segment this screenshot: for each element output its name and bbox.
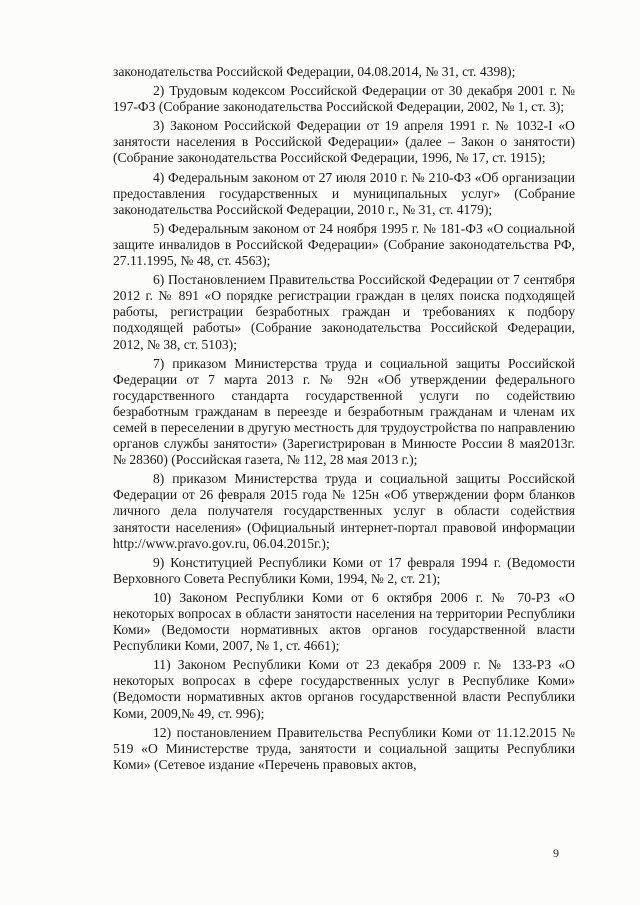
- paragraph-item-9: 9) Конституцией Республики Коми от 17 февраля 1994 г. (Ведомости Верховного Совета Республики Коми, 1994, № 2, ст. 21);: [113, 554, 575, 586]
- paragraph-item-5: 5) Федеральным законом от 24 ноября 1995 г. № 181-ФЗ «О социальной защите инвалидов в Российской Федерации» (Собрание законодательства РФ, 27.11.1995, № 48, ст. 4563);: [113, 220, 575, 269]
- paragraph-item-7: 7) приказом Министерства труда и социальной защиты Российской Федерации от 7 марта 2013 г. № 92н «Об утверждении федерального государственного стандарта государственной услуги по содействию безработным гражданам в переезде и безработным гражданам и членам их семей в переселении в другую местность для трудоустройства по направлению органов службы занятости» (Зарегистрирован в Минюсте России 8 мая2013г. № 28360) (Российская газета, № 112, 28 мая 2013 г.);: [113, 355, 575, 468]
- paragraph-item-6: 6) Постановлением Правительства Российской Федерации от 7 сентября 2012 г. № 891 «О порядке регистрации граждан в целях поиска подходящей работы, регистрации безработных граждан и требованиях к подбору подходящей работы» (Собрание законодательства Российской Федерации, 2012, № 38, ст. 5103);: [113, 272, 575, 352]
- page-number: 9: [553, 846, 559, 860]
- paragraph-item-12: 12) постановлением Правительства Республики Коми от 11.12.2015 № 519 «О Министерстве труда, занятости и социальной защиты Республики Коми» (Сетевое издание «Перечень правовых актов,: [113, 724, 575, 772]
- paragraph-item-10: 10) Законом Республики Коми от 6 октября 2006 г. № 70-РЗ «О некоторых вопросах в области занятости населения на территории Республики Коми» (Ведомости нормативных актов органов государственной власти Республики Коми, 2007, № 1, ст. 4661);: [113, 589, 575, 654]
- paragraph-item-11: 11) Законом Республики Коми от 23 декабря 2009 г. № 133-РЗ «О некоторых вопросах в сфере государственных услуг в Республике Коми» (Ведомости нормативных актов органов государственной власти Республики Коми, 2009,№ 49, ст. 996);: [113, 657, 575, 721]
- paragraph-item-8: 8) приказом Министерства труда и социальной защиты Российской Федерации от 26 февраля 2015 года № 125н «Об утверждении форм бланков личного дела получателя государственных услуг в области содействия занятости населения» (Официальный интернет-портал правовой информации http://www.pravo.gov.ru, 06.04.2015г.);: [113, 471, 575, 551]
- paragraph-item-4: 4) Федеральным законом от 27 июля 2010 г. № 210-ФЗ «Об организации предоставления государственных и муниципальных услуг» (Собрание законодательства Российской Федерации, 2010 г., № 31, ст. 4179);: [113, 169, 575, 217]
- paragraph-continuation: законодательства Российской Федерации, 04.08.2014, № 31, ст. 4398);: [113, 64, 516, 79]
- document-body: [113, 64, 575, 776]
- paragraph-item-2: 2) Трудовым кодексом Российской Федерации от 30 декабря 2001 г. № 197-ФЗ (Собрание законодательства Российской Федерации, 2002, № 1, ст. 3);: [113, 83, 575, 115]
- paragraph-item-3: 3) Законом Российской Федерации от 19 апреля 1991 г. № 1032-I «О занятости населения в Российской Федерации» (далее – Закон о занятости) (Собрание законодательства Российской Федерации, 1996, № 17, ст. 1915);: [113, 118, 575, 166]
